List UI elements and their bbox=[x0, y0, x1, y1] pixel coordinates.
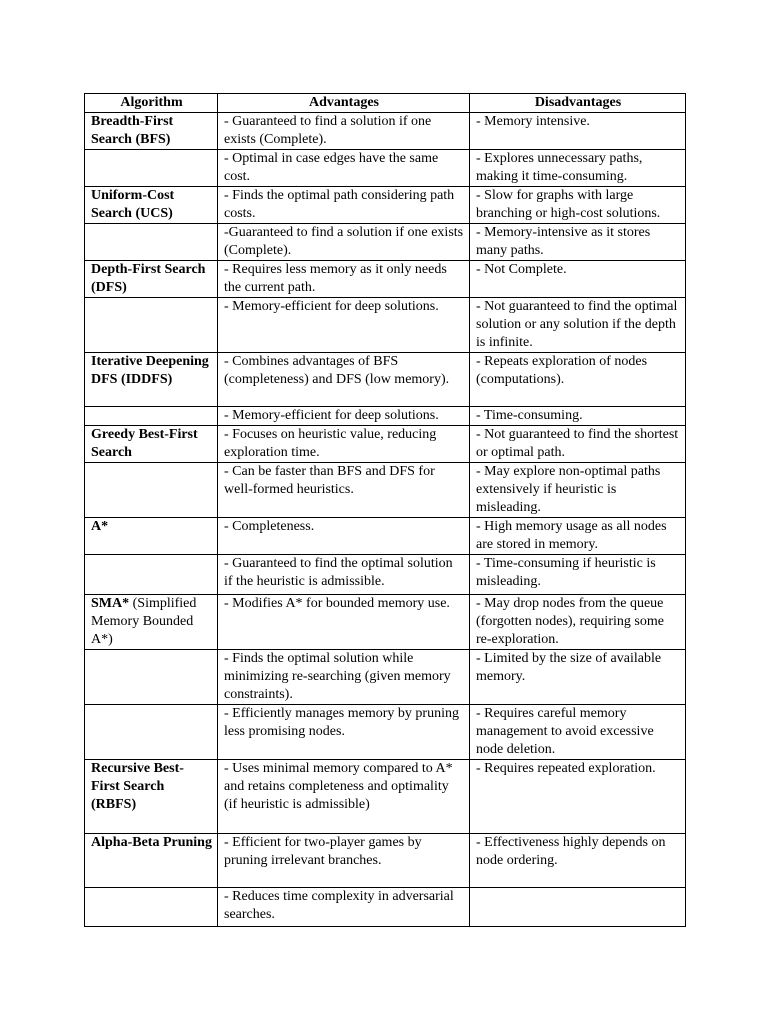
advantage-cell: - Efficiently manages memory by pruning less promising nodes. bbox=[218, 705, 470, 760]
algorithm-name: Alpha-Beta Pruning bbox=[91, 835, 212, 850]
advantage-cell: - Efficient for two-player games by pruning irrelevant branches. bbox=[218, 834, 470, 888]
disadvantage-cell: - May drop nodes from the queue (forgotten nodes), requiring some re-exploration. bbox=[470, 595, 686, 650]
advantage-cell: - Combines advantages of BFS (completeness) and DFS (low memory). bbox=[218, 353, 470, 407]
algorithm-cell bbox=[85, 353, 218, 407]
algorithm-cell bbox=[85, 426, 218, 463]
disadvantage-cell: - Limited by the size of available memory. bbox=[470, 650, 686, 705]
table-row bbox=[85, 224, 686, 261]
disadvantage-cell: - Not Complete. bbox=[470, 261, 686, 298]
table-row bbox=[85, 555, 686, 595]
table-row bbox=[85, 187, 686, 224]
algorithm-name: Recursive Best-First Search (RBFS) bbox=[91, 761, 184, 812]
table-row bbox=[85, 595, 686, 650]
algorithm-cell bbox=[85, 261, 218, 298]
disadvantage-cell: - Time-consuming if heuristic is misleading. bbox=[470, 555, 686, 595]
advantage-cell: - Requires less memory as it only needs the current path. bbox=[218, 261, 470, 298]
disadvantage-cell: - Effectiveness highly depends on node ordering. bbox=[470, 834, 686, 888]
algorithm-cell bbox=[85, 760, 218, 834]
algorithm-cell bbox=[85, 705, 218, 760]
advantage-cell: - Guaranteed to find a solution if one exists (Complete). bbox=[218, 113, 470, 150]
advantage-cell: - Finds the optimal path considering path costs. bbox=[218, 187, 470, 224]
algorithm-cell bbox=[85, 113, 218, 150]
algorithm-cell bbox=[85, 407, 218, 426]
algorithm-name: Iterative Deepening DFS (IDDFS) bbox=[91, 354, 209, 387]
advantage-cell: - Reduces time complexity in adversarial searches. bbox=[218, 888, 470, 927]
table-row bbox=[85, 353, 686, 407]
header-algorithm: Algorithm bbox=[85, 94, 218, 113]
disadvantage-cell: - Explores unnecessary paths, making it time-consuming. bbox=[470, 150, 686, 187]
algorithm-cell bbox=[85, 595, 218, 650]
algorithm-name: SMA* bbox=[91, 596, 130, 611]
disadvantage-cell: - Requires careful memory management to avoid excessive node deletion. bbox=[470, 705, 686, 760]
advantage-cell: - Modifies A* for bounded memory use. bbox=[218, 595, 470, 650]
table-row bbox=[85, 407, 686, 426]
algorithm-cell bbox=[85, 463, 218, 518]
table-row bbox=[85, 888, 686, 927]
advantage-cell: - Completeness. bbox=[218, 518, 470, 555]
table-row bbox=[85, 426, 686, 463]
table-row bbox=[85, 650, 686, 705]
table-row bbox=[85, 298, 686, 353]
algorithm-name: Uniform-Cost Search (UCS) bbox=[91, 188, 175, 221]
disadvantage-cell: - Not guaranteed to find the optimal solution or any solution if the depth is infinite. bbox=[470, 298, 686, 353]
advantage-cell: - Guaranteed to find the optimal solution if the heuristic is admissible. bbox=[218, 555, 470, 595]
algorithm-cell bbox=[85, 518, 218, 555]
disadvantage-cell: - High memory usage as all nodes are stored in memory. bbox=[470, 518, 686, 555]
header-advantages: Advantages bbox=[218, 94, 470, 113]
algorithm-cell bbox=[85, 888, 218, 927]
advantage-cell: - Optimal in case edges have the same cost. bbox=[218, 150, 470, 187]
disadvantage-cell: - Requires repeated exploration. bbox=[470, 760, 686, 834]
disadvantage-cell: - Memory intensive. bbox=[470, 113, 686, 150]
algorithm-note: (Simplified Memory Bounded A*) bbox=[91, 596, 197, 647]
algorithm-cell bbox=[85, 834, 218, 888]
table-row bbox=[85, 760, 686, 834]
table-row bbox=[85, 518, 686, 555]
table-row bbox=[85, 150, 686, 187]
table-row bbox=[85, 261, 686, 298]
disadvantage-cell: - May explore non-optimal paths extensively if heuristic is misleading. bbox=[470, 463, 686, 518]
advantage-cell: - Memory-efficient for deep solutions. bbox=[218, 298, 470, 353]
table-row bbox=[85, 705, 686, 760]
algorithm-name: Breadth-First Search (BFS) bbox=[91, 114, 174, 147]
algorithm-cell bbox=[85, 555, 218, 595]
algorithm-cell bbox=[85, 224, 218, 261]
algorithm-name: Greedy Best-First Search bbox=[91, 427, 198, 460]
advantage-cell: - Uses minimal memory compared to A* and retains completeness and optimality (if heuristic is admissible) bbox=[218, 760, 470, 834]
algorithm-cell bbox=[85, 187, 218, 224]
advantage-cell: - Focuses on heuristic value, reducing exploration time. bbox=[218, 426, 470, 463]
disadvantage-cell: - Not guaranteed to find the shortest or optimal path. bbox=[470, 426, 686, 463]
algorithm-cell bbox=[85, 298, 218, 353]
header-disadvantages: Disadvantages bbox=[470, 94, 686, 113]
algorithm-comparison-table bbox=[84, 93, 686, 927]
disadvantage-cell: - Time-consuming. bbox=[470, 407, 686, 426]
algorithm-cell bbox=[85, 150, 218, 187]
advantage-cell: - Can be faster than BFS and DFS for well-formed heuristics. bbox=[218, 463, 470, 518]
advantage-cell: - Finds the optimal solution while minimizing re-searching (given memory constraints). bbox=[218, 650, 470, 705]
advantage-cell: -Guaranteed to find a solution if one exists (Complete). bbox=[218, 224, 470, 261]
header-row bbox=[85, 94, 686, 113]
algorithm-cell bbox=[85, 650, 218, 705]
disadvantage-cell: - Memory-intensive as it stores many paths. bbox=[470, 224, 686, 261]
table-row bbox=[85, 113, 686, 150]
disadvantage-cell: - Slow for graphs with large branching or high-cost solutions. bbox=[470, 187, 686, 224]
algorithm-name: A* bbox=[91, 519, 109, 534]
advantage-cell: - Memory-efficient for deep solutions. bbox=[218, 407, 470, 426]
table-row bbox=[85, 834, 686, 888]
disadvantage-cell bbox=[470, 888, 686, 927]
algorithm-name: Depth-First Search (DFS) bbox=[91, 262, 206, 295]
table-row bbox=[85, 463, 686, 518]
disadvantage-cell: - Repeats exploration of nodes (computations). bbox=[470, 353, 686, 407]
